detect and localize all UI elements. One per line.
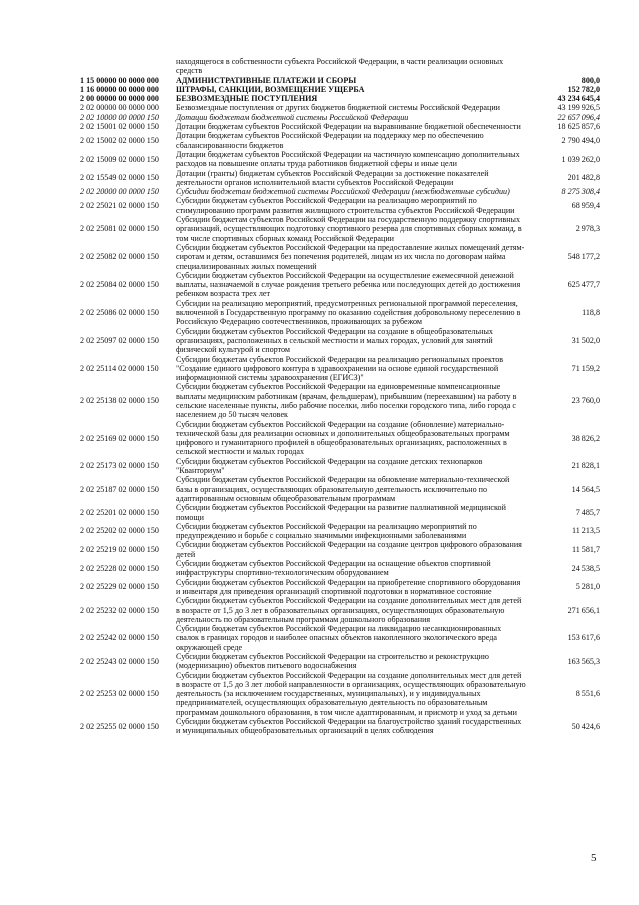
table-row xyxy=(80,355,600,383)
table-row xyxy=(80,113,600,122)
row-name: Субсидии бюджетам субъектов Российской Федерации на обновление материально-технической базы в организациях, осуществляющих образовательную деятельность исключительно по адаптированным основным общеобразовательным программам xyxy=(176,475,510,503)
row-code: 2 02 20000 00 0000 150 xyxy=(80,187,159,197)
table-row xyxy=(80,671,600,717)
row-code: 2 02 25084 02 0000 150 xyxy=(80,280,159,290)
row-name: Субсидии бюджетам субъектов Российской Федерации на создание детских технопарков "Кванториум" xyxy=(176,456,483,476)
row-amount: 43 234 645,4 xyxy=(557,94,600,104)
row-name: Субсидии бюджетам субъектов Российской Федерации на государственную поддержку спортивных организаций, осуществляющих подготовку спортивного резерва для спортивных сборных команд, в том числе спортивных сборных команд Российской Федерации xyxy=(176,215,522,243)
row-name: Дотации бюджетам субъектов Российской Федерации на поддержку мер по обеспечению сбалансированности бюджетов xyxy=(176,131,484,150)
row-name: Субсидии бюджетам субъектов Российской Федерации на создание в общеобразовательных организациях, расположенных в сельской местности и малых городах, условий для занятий физической культурой и спортом xyxy=(176,326,493,355)
table-row xyxy=(80,559,600,578)
row-code: 2 02 25253 02 0000 150 xyxy=(80,689,159,699)
row-amount: 11 581,7 xyxy=(571,545,600,555)
row-name: Субсидии бюджетам субъектов Российской Федерации на ликвидацию несанкционированных свалок в границах городов и наиболее опасных объектов накопленного экологического вреда окружающей среде xyxy=(176,624,502,652)
row-name: находящегося в собственности субъекта Российской Федерации, в части реализации основных средств xyxy=(176,57,504,76)
row-name: Субсидии бюджетам субъектов Российской Федерации на благоустройство зданий государственных и муниципальных общеобразовательных организаций в целях соблюдения xyxy=(176,717,522,736)
row-name: Субсидии бюджетам субъектов Российской Федерации на оснащение объектов спортивной инфраструктуры спортивно-технологическим оборудованием xyxy=(176,559,491,578)
row-code: 2 02 15009 02 0000 150 xyxy=(80,154,159,164)
row-amount: 2 978,3 xyxy=(575,224,600,234)
row-code: 2 02 15549 02 0000 150 xyxy=(80,173,159,183)
table-row xyxy=(80,271,600,299)
row-amount: 7 485,7 xyxy=(575,507,600,517)
table-row xyxy=(80,243,600,271)
table-row xyxy=(80,596,600,624)
row-code: 2 02 25081 02 0000 150 xyxy=(80,224,159,234)
table-row xyxy=(80,131,600,150)
table-row xyxy=(80,420,600,457)
table-row xyxy=(80,299,600,327)
row-code: 2 02 25201 02 0000 150 xyxy=(80,507,159,517)
row-name: Субсидии на реализацию мероприятий, предусмотренных региональной программой переселения, включенной в Государственную программу по оказанию содействия добровольному переселению в Российскую Федерацию соотечественников, проживающих за рубежом xyxy=(176,298,521,327)
row-name: Субсидии бюджетам субъектов Российской Федерации на строительство и реконструкцию (модернизацию) объектов питьевого водоснабжения xyxy=(176,652,489,671)
row-name: Субсидии бюджетам субъектов Российской Федерации на единовременные компенсационные выплаты медицинским работникам (врачам, фельдшерам), прибывшим (переехавшим) на работу в сельские населенные пункты, либо рабочие поселки, либо поселки городского типа, либо города с населением до 50 тысяч человек xyxy=(176,382,517,420)
table-row xyxy=(80,382,600,419)
row-code: 2 02 25114 02 0000 150 xyxy=(80,363,159,373)
row-name: Субсидии бюджетам субъектов Российской Федерации на создание центров цифрового образования детей xyxy=(176,540,522,559)
row-name: ШТРАФЫ, САНКЦИИ, ВОЗМЕЩЕНИЕ УЩЕРБА xyxy=(176,84,365,94)
table-row xyxy=(80,717,600,736)
table-row xyxy=(80,624,600,652)
row-code: 2 02 25097 02 0000 150 xyxy=(80,335,159,345)
row-amount: 1 039 262,0 xyxy=(561,154,600,164)
row-amount: 163 565,3 xyxy=(567,656,600,666)
row-amount: 118,8 xyxy=(582,308,600,318)
table-row xyxy=(80,94,600,103)
row-amount: 625 477,7 xyxy=(567,280,600,290)
table-row xyxy=(80,150,600,169)
row-amount: 2 790 494,0 xyxy=(561,136,600,146)
row-amount: 548 177,2 xyxy=(567,252,600,262)
table-row xyxy=(80,457,600,476)
row-code: 2 02 25243 02 0000 150 xyxy=(80,656,159,666)
table-row xyxy=(80,475,600,503)
row-name: Субсидии бюджетам субъектов Российской Федерации на развитие паллиативной медицинской помощи xyxy=(176,503,506,522)
table-row xyxy=(80,103,600,112)
row-code: 2 02 25228 02 0000 150 xyxy=(80,563,159,573)
row-code: 2 02 25169 02 0000 150 xyxy=(80,433,159,443)
row-code: 2 02 00000 00 0000 000 xyxy=(80,103,159,113)
row-code: 1 16 00000 00 0000 000 xyxy=(80,84,159,94)
row-amount: 31 502,0 xyxy=(571,335,600,345)
row-code: 2 02 10000 00 0000 150 xyxy=(80,112,159,122)
row-name: Субсидии бюджетам субъектов Российской Федерации на приобретение спортивного оборудования и инвентаря для приведения организаций спортивной подготовки в нормативное состояние xyxy=(176,577,521,596)
row-code: 2 02 25229 02 0000 150 xyxy=(80,582,159,592)
table-row xyxy=(80,187,600,196)
table-row xyxy=(80,122,600,131)
table-row xyxy=(80,540,600,559)
table-row xyxy=(80,522,600,541)
row-amount: 153 617,6 xyxy=(567,633,600,643)
row-amount: 8 551,6 xyxy=(575,689,600,699)
row-amount: 71 159,2 xyxy=(571,363,600,373)
table-row xyxy=(80,652,600,671)
row-code: 2 02 25173 02 0000 150 xyxy=(80,461,159,471)
row-amount: 5 281,0 xyxy=(575,582,600,592)
row-name: Дотации бюджетам бюджетной системы Российской Федерации xyxy=(176,112,409,122)
row-name: Дотации бюджетам субъектов Российской Федерации на частичную компенсацию дополнительных расходов на повышение оплаты труда работников бюджетной сферы и иные цели xyxy=(176,149,520,169)
row-code: 2 02 25202 02 0000 150 xyxy=(80,526,159,536)
row-amount: 18 625 857,6 xyxy=(557,122,600,132)
row-name: АДМИНИСТРАТИВНЫЕ ПЛАТЕЖИ И СБОРЫ xyxy=(176,75,357,85)
row-amount: 23 760,0 xyxy=(571,396,600,406)
row-name: Субсидии бюджетам субъектов Российской Федерации на реализацию региональных проектов "Создание единого цифрового контура в здравоохранении на основе единой государственной информационной системы здравоохранения (ЕГИСЗ)" xyxy=(176,354,504,383)
row-name: Субсидии бюджетам субъектов Российской Федерации на реализацию мероприятий по предупреждению и борьбе с социально значимыми инфекционными заболеваниями xyxy=(176,521,477,541)
row-name: Субсидии бюджетам субъектов Российской Федерации на создание (обновление) материально-технической базы для реализации основных и дополнительных общеобразовательных программ цифрового и гуманитарного профилей в общеобразовательных организациях, расположенных в сельской местности и малых городах xyxy=(176,419,510,457)
table-row xyxy=(80,196,600,215)
row-code: 2 02 25086 02 0000 150 xyxy=(80,308,159,318)
table-row xyxy=(80,57,600,76)
table-row xyxy=(80,85,600,94)
row-name: Субсидии бюджетам бюджетной системы Российской Федерации (межбюджетные субсидии) xyxy=(176,187,510,197)
row-code: 2 00 00000 00 0000 000 xyxy=(80,94,159,104)
row-amount: 271 656,1 xyxy=(567,605,600,615)
row-code: 1 15 00000 00 0000 000 xyxy=(80,75,159,85)
budget-revenue-table xyxy=(80,57,600,736)
page-number: 5 xyxy=(591,852,597,864)
row-code: 2 02 25255 02 0000 150 xyxy=(80,721,159,731)
row-name: Дотации бюджетам субъектов Российской Федерации на выравнивание бюджетной обеспеченности xyxy=(176,122,521,132)
row-amount: 201 482,8 xyxy=(567,173,600,183)
table-row xyxy=(80,327,600,355)
row-amount: 50 424,6 xyxy=(571,721,600,731)
row-code: 2 02 15001 02 0000 150 xyxy=(80,122,159,132)
row-name: Дотации (гранты) бюджетам субъектов Российской Федерации за достижение показателей деятельности органов исполнительной власти субъектов Российской Федерации xyxy=(176,168,489,187)
row-amount: 800,0 xyxy=(581,75,600,85)
row-code: 2 02 25138 02 0000 150 xyxy=(80,396,159,406)
table-row xyxy=(80,215,600,243)
row-amount: 11 213,5 xyxy=(571,526,600,536)
table-row xyxy=(80,503,600,522)
row-amount: 24 538,5 xyxy=(571,563,600,573)
row-amount: 152 782,0 xyxy=(567,84,600,94)
row-amount: 8 275 308,4 xyxy=(561,187,600,197)
row-name: БЕЗВОЗМЕЗДНЫЕ ПОСТУПЛЕНИЯ xyxy=(176,94,318,104)
row-amount: 22 657 096,4 xyxy=(557,112,600,122)
row-name: Субсидии бюджетам субъектов Российской Федерации на осуществление ежемесячной денежной выплаты, назначаемой в случае рождения третьего ребенка или последующих детей до достижения ребенком возраста трех лет xyxy=(176,270,521,299)
row-code: 2 02 25242 02 0000 150 xyxy=(80,633,159,643)
table-row xyxy=(80,76,600,85)
row-name: Субсидии бюджетам субъектов Российской Федерации на создание дополнительных мест для детей в возрасте от 1,5 до 3 лет любой направленности в организациях, осуществляющих образовательную деятельность (за исключением государственных, муниципальных), и у индивидуальных предпринимателей, осуществляющих образовательную деятельность по образовательным программам дошкольного образования, в том числе адаптированным, и присмотр и уход за детьми xyxy=(176,670,526,717)
row-name: Субсидии бюджетам субъектов Российской Федерации на создание дополнительных мест для детей в возрасте от 1,5 до 3 лет в образовательных организациях, осуществляющих образовательную деятельность по образовательным программам дошкольного образования xyxy=(176,596,522,624)
row-amount: 14 564,5 xyxy=(571,484,600,494)
row-amount: 21 828,1 xyxy=(571,461,600,471)
row-name: Субсидии бюджетам субъектов Российской Федерации на реализацию мероприятий по стимулированию программ развития жилищного строительства субъектов Российской Федерации xyxy=(176,196,515,215)
row-code: 2 02 15002 02 0000 150 xyxy=(80,136,159,146)
row-code: 2 02 25232 02 0000 150 xyxy=(80,605,159,615)
row-name: Безвозмездные поступления от других бюджетов бюджетной системы Российской Федерации xyxy=(176,103,501,113)
row-code: 2 02 25021 02 0000 150 xyxy=(80,201,159,211)
row-code: 2 02 25187 02 0000 150 xyxy=(80,484,159,494)
row-amount: 68 959,4 xyxy=(571,201,600,211)
table-row xyxy=(80,169,600,188)
row-amount: 38 826,2 xyxy=(571,433,600,443)
table-row xyxy=(80,578,600,597)
row-code: 2 02 25082 02 0000 150 xyxy=(80,252,159,262)
row-code: 2 02 25219 02 0000 150 xyxy=(80,545,159,555)
row-amount: 43 199 926,5 xyxy=(557,103,600,113)
row-name: Субсидии бюджетам субъектов Российской Федерации на предоставление жилых помещений детям-сиротам и детям, оставшимся без попечения родителей, лицам из их числа по договорам найма специализированных жилых помещений xyxy=(176,242,525,271)
